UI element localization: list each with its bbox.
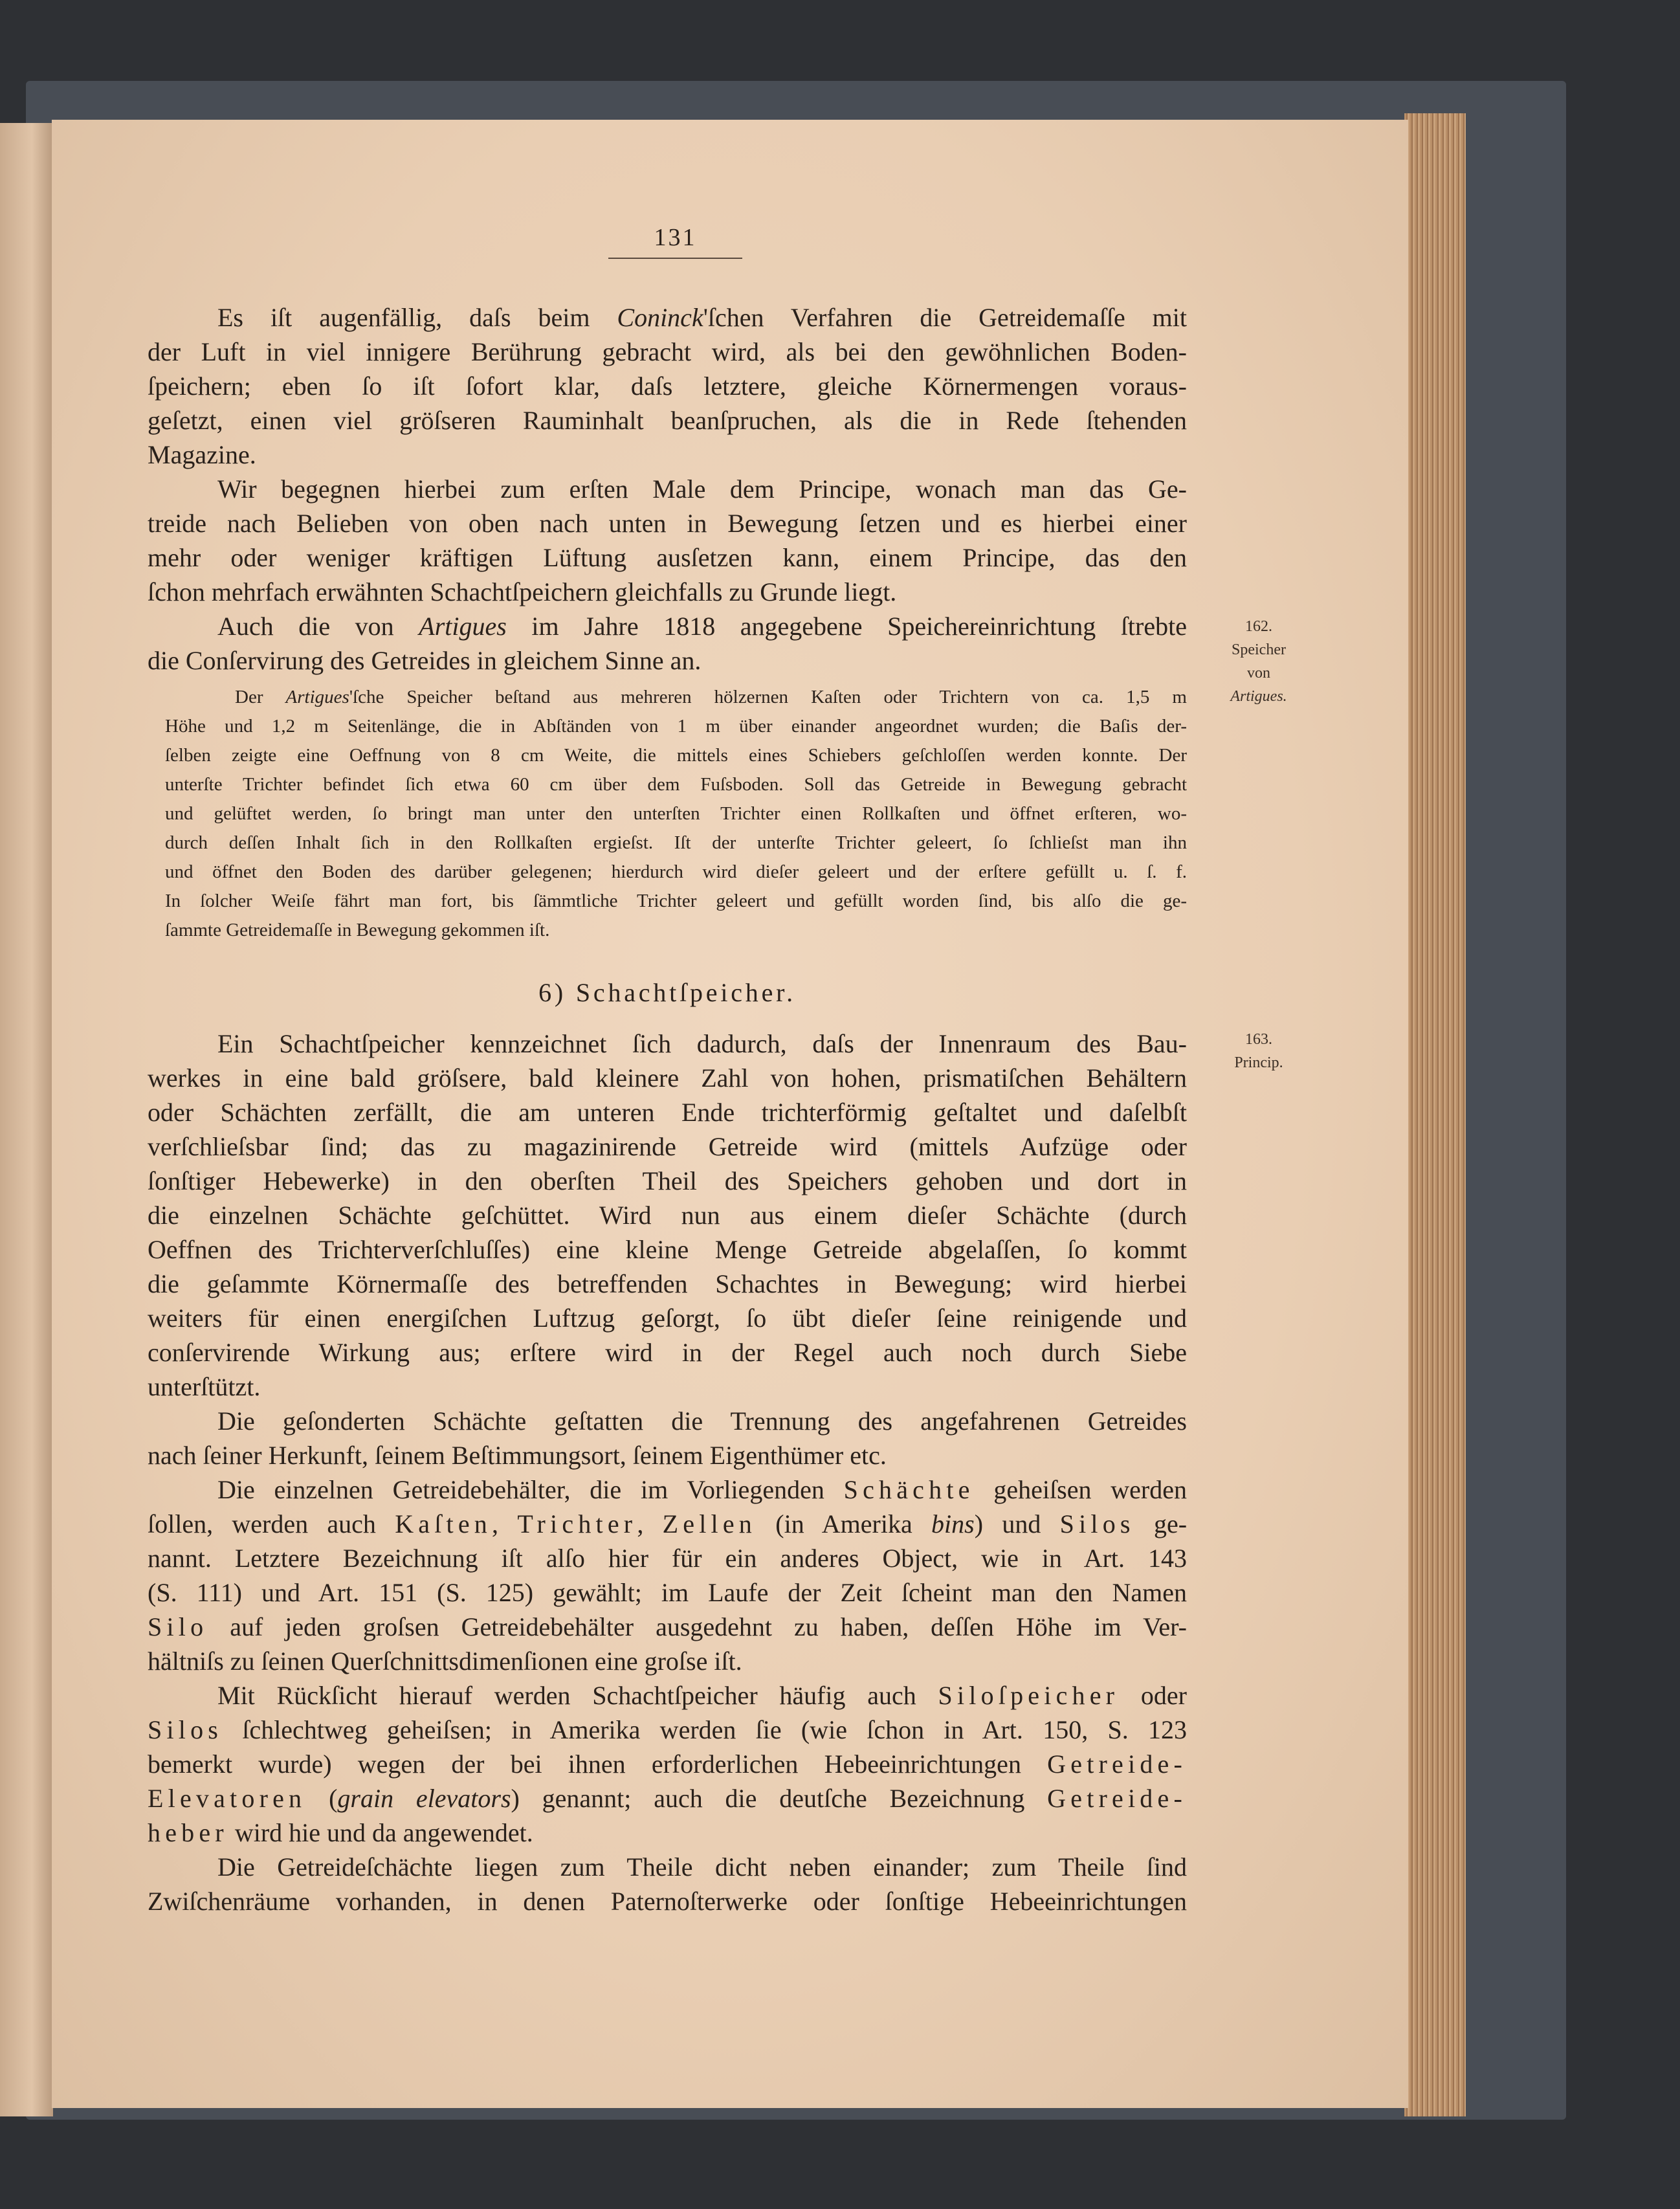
text-segment: Höhe und 1,2 m Seitenlänge, die in Abſtänden von 1 m über einander angeordnet wurden; die Baſis der- [165, 716, 1187, 737]
text-line [148, 1507, 1187, 1541]
text-segment: treide nach Belieben von oben nach unten in Bewegung ſetzen und es hierbei einer [148, 509, 1187, 538]
text-segment: und gelüftet werden, ſo bringt man unter den unterſten Trichter einen Rollkaſten und öffnet erſteren, wo- [165, 803, 1187, 824]
text-line [148, 1610, 1187, 1644]
text-segment: oder [1119, 1681, 1188, 1710]
text-line [148, 1267, 1187, 1301]
margin-note-number: 162. [1245, 618, 1272, 635]
text-segment: , [492, 1509, 518, 1538]
small-print-note [165, 683, 1187, 945]
text-line [148, 369, 1187, 403]
text-line [165, 741, 1187, 770]
text-segment: geſetzt, einen viel gröſseren Rauminhalt beanſpruchen, als die in Rede ſtehenden [148, 406, 1187, 435]
body-text-upper [148, 300, 1187, 678]
text-segment: Mit Rückſicht hierauf werden Schachtſpeicher häufig auch [217, 1681, 938, 1710]
text-segment: die einzelnen Schächte geſchüttet. Wird nun aus einem dieſer Schächte (durch [148, 1201, 1187, 1230]
spaced-text: heber [148, 1818, 228, 1847]
text-segment: (in Amerika [757, 1509, 932, 1538]
text-line [165, 858, 1187, 887]
text-segment: nannt. Letztere Bezeichnung iſt alſo hier für ein anderes Object, wie in Art. 143 [148, 1544, 1187, 1573]
text-line [148, 1404, 1187, 1438]
text-segment: ge- [1134, 1509, 1188, 1538]
page-edges [1404, 113, 1466, 2116]
italic-text: Artigues [419, 612, 507, 641]
spaced-text: Elevatoren [148, 1784, 307, 1813]
text-segment: Die Getreideſchächte liegen zum Theile dicht neben einander; zum Theile ſind [217, 1852, 1187, 1882]
spaced-text: Zellen [662, 1509, 757, 1538]
text-segment: 'ſchen Verfahren die Getreidemaſſe mit [703, 303, 1187, 332]
text-segment: ) und [974, 1509, 1060, 1538]
margin-note-text: von [1247, 665, 1270, 682]
text-line [148, 300, 1187, 335]
text-segment: werkes in eine bald gröſsere, bald kleinere Zahl von hohen, prismatiſchen Behältern [148, 1063, 1187, 1093]
text-segment: ſollen, werden auch [148, 1509, 395, 1538]
text-line [148, 643, 1187, 678]
text-line [148, 1301, 1187, 1335]
text-segment: nach ſeiner Herkunft, ſeinem Beſtimmungsort, ſeinem Eigenthümer etc. [148, 1441, 887, 1470]
text-segment: unterſte Trichter befindet ſich etwa 60 cm über dem Fuſsboden. Soll das Getreide in Bewegung gebracht [165, 774, 1187, 795]
spaced-text: Siloſpeicher [938, 1681, 1120, 1710]
text-segment: ſpeichern; eben ſo iſt ſofort klar, daſs letztere, gleiche Körnermengen voraus- [148, 372, 1187, 401]
text-line [148, 1541, 1187, 1575]
text-segment: die geſammte Körnermaſſe des betreffenden Schachtes in Bewegung; wird hierbei [148, 1269, 1187, 1298]
text-segment: Auch die von [217, 612, 419, 641]
text-segment: conſervirende Wirkung aus; erſtere wird in der Regel auch noch durch Siebe [148, 1338, 1187, 1367]
text-line [165, 916, 1187, 945]
text-segment: , [637, 1509, 663, 1538]
text-line [148, 1335, 1187, 1370]
text-line [165, 828, 1187, 858]
text-line [148, 1472, 1187, 1507]
spaced-text: Silo [148, 1612, 208, 1641]
spaced-text: Silos [1059, 1509, 1135, 1538]
text-line [165, 887, 1187, 916]
text-segment: mehr oder weniger kräftigen Lüftung ausſetzen kann, einem Principe, das den [148, 543, 1187, 572]
text-line [148, 335, 1187, 369]
text-line [148, 1781, 1187, 1815]
italic-text: Artigues [285, 687, 349, 707]
text-segment: Magazine. [148, 440, 256, 469]
text-line [148, 1815, 1187, 1850]
text-segment: und öffnet den Boden des darüber gelegenen; hierdurch wird dieſer geleert und der erſtere gefüllt u. ſ. f. [165, 861, 1187, 882]
text-segment: im Jahre 1818 angegebene Speichereinrichtung ſtrebte [506, 612, 1187, 641]
text-line [165, 712, 1187, 741]
text-segment: ſammte Getreidemaſſe in Bewegung gekommen iſt. [165, 920, 550, 940]
text-line [148, 1575, 1187, 1610]
text-segment: bemerkt wurde) wegen der bei ihnen erforderlichen Hebeeinrichtungen [148, 1749, 1048, 1779]
margin-note-number: 163. [1245, 1031, 1272, 1048]
text-line [148, 403, 1187, 438]
text-line [148, 1027, 1187, 1061]
spaced-text: Getreide- [1047, 1784, 1187, 1813]
text-segment: Zwiſchenräume vorhanden, in denen Paternoſterwerke oder ſonſtige Hebeeinrichtungen [148, 1887, 1187, 1916]
italic-text: bins [931, 1509, 975, 1538]
text-line [148, 1129, 1187, 1164]
text-segment: weiters für einen energiſchen Luftzug geſorgt, ſo übt dieſer ſeine reinigende und [148, 1304, 1187, 1333]
text-line [148, 1198, 1187, 1232]
text-line [148, 1678, 1187, 1713]
text-segment: Oeffnen des Trichterverſchluſſes) eine kleine Menge Getreide abgelaſſen, ſo kommt [148, 1235, 1187, 1264]
text-line [148, 1713, 1187, 1747]
text-segment: hältniſs zu ſeinen Querſchnittsdimenſionen eine groſse iſt. [148, 1647, 742, 1676]
spaced-text: Trichter [517, 1509, 637, 1538]
text-segment: ſelben zeigte eine Oeffnung von 8 cm Weite, die mittels eines Schiebers geſchloſſen werden konnte. Der [165, 745, 1187, 766]
text-line [148, 1850, 1187, 1884]
text-segment: Wir begegnen hierbei zum erſten Male dem Principe, wonach man das Ge- [217, 474, 1187, 504]
text-segment: auf jeden groſsen Getreidebehälter ausgedehnt zu haben, deſſen Höhe im Ver- [208, 1612, 1187, 1641]
margin-note-163 [1210, 1028, 1307, 1074]
text-segment: ſchlechtweg geheiſsen; in Amerika werden ſie (wie ſchon in Art. 150, S. 123 [223, 1715, 1187, 1744]
text-line [148, 506, 1187, 540]
text-line [148, 1438, 1187, 1472]
margin-note-text: Artigues. [1230, 688, 1287, 705]
text-line [148, 1232, 1187, 1267]
text-segment: ſonſtiger Hebewerke) in den oberſten Theil des Speichers gehoben und dort in [148, 1166, 1187, 1195]
text-segment: In ſolcher Weiſe fährt man fort, bis ſämmtliche Trichter geleert und gefüllt worden ſind, bis alſo die ge- [165, 891, 1187, 911]
left-page-edge [0, 123, 53, 2116]
text-segment: wird hie und da angewendet. [228, 1818, 533, 1847]
page-number: 131 [654, 224, 697, 251]
italic-text: Coninck [617, 303, 703, 332]
text-line [148, 575, 1187, 609]
text-segment: Die geſonderten Schächte geſtatten die Trennung des angefahrenen Getreides [217, 1406, 1187, 1436]
text-line [148, 1061, 1187, 1095]
text-line [148, 540, 1187, 575]
text-line [165, 799, 1187, 828]
text-line [165, 770, 1187, 799]
section-heading: 6) Schachtſpeicher. [538, 978, 796, 1007]
italic-text: grain elevators [337, 1784, 511, 1813]
text-line [148, 472, 1187, 506]
text-segment: Die einzelnen Getreidebehälter, die im Vorliegenden [217, 1475, 844, 1504]
text-segment: durch deſſen Inhalt ſich in den Rollkaſten ergieſst. Iſt der unterſte Trichter geleert, ſo ſchlieſst man ihn [165, 832, 1187, 853]
text-segment: ( [306, 1784, 338, 1813]
margin-note-text: Princip. [1234, 1054, 1283, 1071]
spaced-text: Getreide- [1047, 1749, 1187, 1779]
page-number-rule [608, 258, 742, 259]
text-segment: Es iſt augenfällig, daſs beim [217, 303, 617, 332]
text-segment: ſchon mehrfach erwähnten Schachtſpeichern gleichfalls zu Grunde liegt. [148, 577, 897, 606]
text-line [148, 1747, 1187, 1781]
text-segment: Der [235, 687, 286, 707]
text-line [148, 1884, 1187, 1918]
text-segment: Ein Schachtſpeicher kennzeichnet ſich dadurch, daſs der Innenraum des Bau- [217, 1029, 1187, 1058]
spaced-text: Kaſten [395, 1509, 492, 1538]
text-line [148, 1164, 1187, 1198]
text-segment: der Luft in viel innigere Berührung gebracht wird, als bei den gewöhnlichen Boden- [148, 337, 1187, 366]
margin-note-text: Speicher [1232, 641, 1286, 658]
body-text-lower [148, 1027, 1187, 1918]
text-segment: ) genannt; auch die deutſche Bezeichnung [511, 1784, 1048, 1813]
text-segment: unterſtützt. [148, 1372, 261, 1401]
text-segment: verſchlieſsbar ſind; das zu magazinirende Getreide wird (mittels Aufzüge oder [148, 1132, 1187, 1161]
margin-note-162 [1210, 615, 1307, 708]
text-segment: oder Schächten zerfällt, die am unteren Ende trichterförmig geſtaltet und daſelbſt [148, 1098, 1187, 1127]
text-segment: die Conſervirung des Getreides in gleichem Sinne an. [148, 646, 702, 675]
text-line [148, 438, 1187, 472]
spaced-text: Schächte [843, 1475, 975, 1504]
text-line [148, 1370, 1187, 1404]
text-line [148, 1644, 1187, 1678]
text-line [148, 609, 1187, 643]
text-line [148, 1095, 1187, 1129]
text-line [165, 683, 1187, 712]
text-segment: (S. 111) und Art. 151 (S. 125) gewählt; im Laufe der Zeit ſcheint man den Namen [148, 1578, 1187, 1607]
spaced-text: Silos [148, 1715, 223, 1744]
text-segment: geheiſsen werden [974, 1475, 1187, 1504]
text-segment: 'ſche Speicher beſtand aus mehreren hölzernen Kaſten oder Trichtern von ca. 1,5 m [349, 687, 1187, 707]
